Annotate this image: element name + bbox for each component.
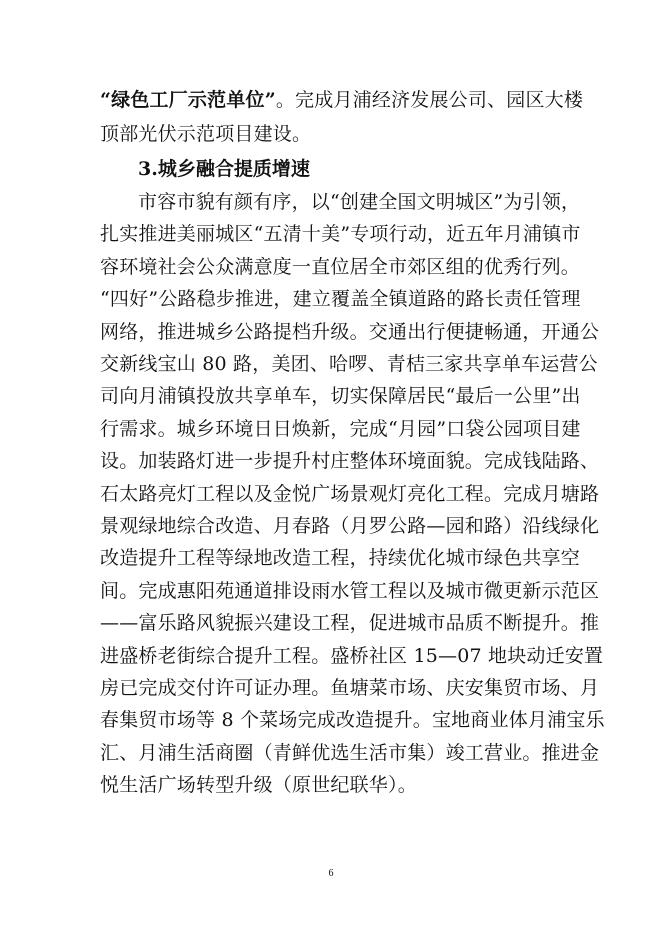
paragraph-line: 司向月浦镇投放共享单车，切实保障居民“最后一公里”出: [100, 385, 581, 407]
paragraph-line: 改造提升工程等绿地改造工程，持续优化城市绿色共享空: [100, 547, 581, 569]
page-number: 6: [328, 868, 334, 879]
paragraph-line: 春集贸市场等 8 个菜场完成改造提升。宝地商业体月浦宝乐: [100, 709, 605, 731]
paragraph1-line2: 顶部光伏示范项目建设。: [100, 123, 312, 145]
paragraph-line: 容环境社会公众满意度一直位居全市郊区组的优秀行列。: [100, 256, 581, 278]
paragraph-line: 设。加装路灯进一步提升村庄整体环境面貌。完成钱陆路、: [100, 450, 600, 472]
paragraph-line: 间。完成惠阳苑通道排设雨水管工程以及城市微更新示范区: [100, 580, 600, 602]
paragraph-line: 市容市貌有颜有序，以“创建全国文明城区”为引领，: [138, 191, 581, 213]
paragraph-line: “四好”公路稳步推进，建立覆盖全镇道路的路长责任管理: [100, 288, 581, 310]
section-heading: 3.城乡融合提质增速: [138, 158, 310, 180]
paragraph1-line1-text: 。完成月浦经济发展公司、园区大楼: [275, 89, 584, 111]
paragraph-line: 汇、月浦生活商圈（青鲜优选生活市集）竣工营业。推进金: [100, 742, 600, 764]
paragraph-line: 网络，推进城乡公路提档升级。交通出行便捷畅通，开通公: [100, 321, 600, 343]
paragraph-line: 石太路亮灯工程以及金悦广场景观灯亮化工程。完成月塘路: [100, 483, 600, 505]
paragraph-line: 行需求。城乡环境日日焕新，完成“月园”口袋公园项目建: [100, 418, 581, 440]
paragraph-line: 景观绿地综合改造、月春路（月罗公路—园和路）沿线绿化: [100, 515, 600, 537]
paragraph-line: 悦生活广场转型升级（原世纪联华）。: [100, 774, 417, 796]
paragraph-line: 房已完成交付许可证办理。鱼塘菜市场、庆安集贸市场、月: [100, 677, 600, 699]
paragraph-line: 交新线宝山 80 路，美团、哈啰、青桔三家共享单车运营公: [100, 353, 598, 375]
green-factory-title: “绿色工厂示范单位”: [100, 89, 276, 111]
paragraph-line: 进盛桥老街综合提升工程。盛桥社区 15—07 地块动迁安置: [100, 645, 604, 667]
paragraph1-line1: [100, 88, 584, 112]
paragraph-line: 扎实推进美丽城区“五清十美”专项行动，近五年月浦镇市: [100, 223, 581, 245]
paragraph-line: ——富乐路风貌振兴建设工程，促进城市品质不断提升。推: [100, 612, 600, 634]
